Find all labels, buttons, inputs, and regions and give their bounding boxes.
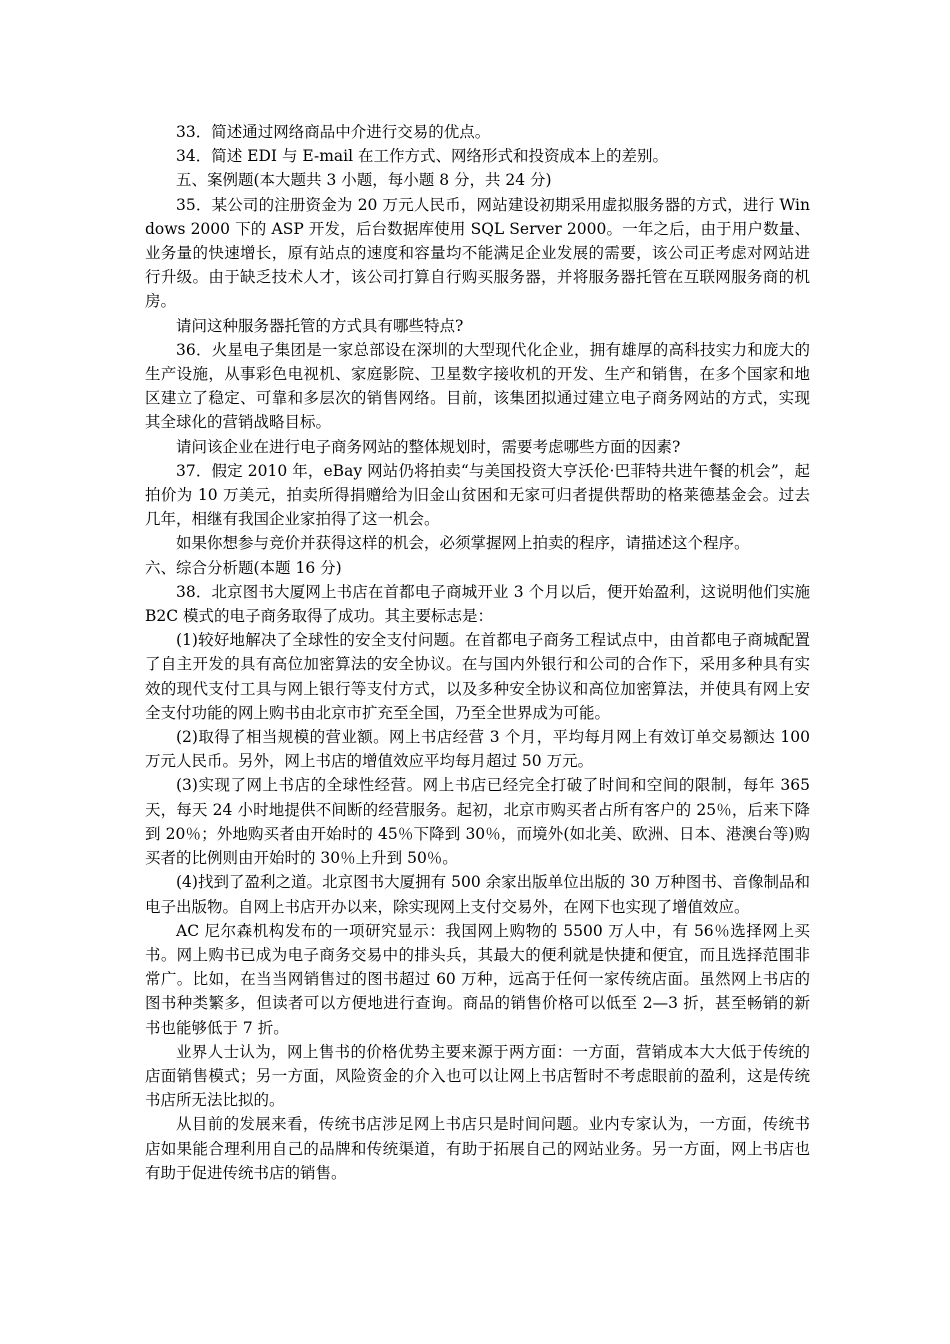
section-heading-analysis: 六、综合分析题(本题 16 分) <box>145 558 342 577</box>
question-37-prompt: 如果你想参与竞价并获得这样的机会，必须掌握网上拍卖的程序，请描述这个程序。 <box>176 534 750 553</box>
case-paragraph-outlook: 从目前的发展来看，传统书店涉足网上书店只是时间问题。业内专家认为，一方面，传统书店如果能合理利用自己的品牌和传统渠道，有助于拓展自己的网站业务。另一方面，网上书店也有助于促进传统书店的销售。 <box>145 1115 810 1182</box>
case-paragraph-price-advantage: 业界人士认为，网上售书的价格优势主要来源于两方面：一方面，营销成本大大低于传统的店面销售模式；另一方面，风险资金的介入也可以让网上书店暂时不考虑眼前的盈利，这是传统书店所无法比拟的。 <box>145 1042 810 1110</box>
question-35: 35．某公司的注册资金为 20 万元人民币，网站建设初期采用虚拟服务器的方式，进行 Windows 2000 下的 ASP 开发，后台数据库使用 SQL Server 2000。一年之后，由于用户数量、业务量的快速增长，原有站点的速度和容量均不能满足企业发展的需要，该公司正考虑对网站进行升级。由于缺乏技术人才，该公司打算自行购买服务器，并将服务器托管在互联网服务商的机房。 <box>145 195 810 311</box>
question-38: 38．北京图书大厦网上书店在首都电子商城开业 3 个月以后，便开始盈利，这说明他们实施 B2C 模式的电子商务取得了成功。其主要标志是： <box>145 582 810 626</box>
question-36-prompt: 请问该企业在进行电子商务网站的整体规划时，需要考虑哪些方面的因素? <box>176 437 681 456</box>
question-35-prompt: 请问这种服务器托管的方式具有哪些特点? <box>176 316 464 335</box>
question-38-point-1: (1)较好地解决了全球性的安全支付问题。在首都电子商务工程试点中，由首都电子商城配置了自主开发的具有高位加密算法的安全协议。在与国内外银行和公司的合作下，采用多种具有实效的现代支付工具与网上银行等支付方式，以及多种安全协议和高位加密算法，并使具有网上安全支付功能的网上购书由北京市扩充至全国，乃至全世界成为可能。 <box>145 631 810 722</box>
document-body <box>145 120 810 1185</box>
question-37: 37．假定 2010 年，eBay 网站仍将拍卖“与美国投资大亨沃伦·巴菲特共进午餐的机会”，起拍价为 10 万美元，拍卖所得捐赠给为旧金山贫困和无家可归者提供帮助的格莱德基金会。过去几年，相继有我国企业家拍得了这一机会。 <box>145 461 810 529</box>
question-36: 36．火星电子集团是一家总部设在深圳的大型现代化企业，拥有雄厚的高科技实力和庞大的生产设施，从事彩色电视机、家庭影院、卫星数字接收机的开发、生产和销售，在多个国家和地区建立了稳定、可靠和多层次的销售网络。目前，该集团拟通过建立电子商务网站的方式，实现其全球化的营销战略目标。 <box>145 340 810 432</box>
question-38-point-2: (2)取得了相当规模的营业额。网上书店经营 3 个月，平均每月网上有效订单交易额达 100 万元人民币。另外，网上书店的增值效应平均每月超过 50 万元。 <box>145 728 810 771</box>
question-33: 33．简述通过网络商品中介进行交易的优点。 <box>176 123 491 141</box>
question-34: 34．简述 EDI 与 E-mail 在工作方式、网络形式和投资成本上的差别。 <box>176 147 668 166</box>
question-38-point-4: (4)找到了盈利之道。北京图书大厦拥有 500 余家出版单位出版的 30 万种图书、音像制品和电子出版物。自网上书店开办以来，除实现网上支付交易外，在网下也实现了增值效应。 <box>145 873 810 916</box>
section-heading-case-studies: 五、案例题(本大题共 3 小题，每小题 8 分，共 24 分) <box>176 171 552 190</box>
question-38-point-3: (3)实现了网上书店的全球性经营。网上书店已经完全打破了时间和空间的限制，每年 365 天，每天 24 小时地提供不间断的经营服务。起初，北京市购买者占所有客户的 25％，后来下降到 20％；外地购买者由开始时的 45％下降到 30％，而境外(如北美、欧洲、日本、港澳台等)购买者的比例则由开始时的 30％上升到 50％。 <box>145 776 810 868</box>
case-paragraph-nielsen: AC 尼尔森机构发布的一项研究显示：我国网上购物的 5500 万人中，有 56％选择网上买书。网上购书已成为电子商务交易中的排头兵，其最大的便利就是快捷和便宜，而且选择范围非常广。比如，在当当网销售过的图书超过 60 万种，远高于任何一家传统店面。虽然网上书店的图书种类繁多，但读者可以方便地进行查询。商品的销售价格可以低至 2—3 折，甚至畅销的新书也能够低于 7 折。 <box>145 921 810 1037</box>
